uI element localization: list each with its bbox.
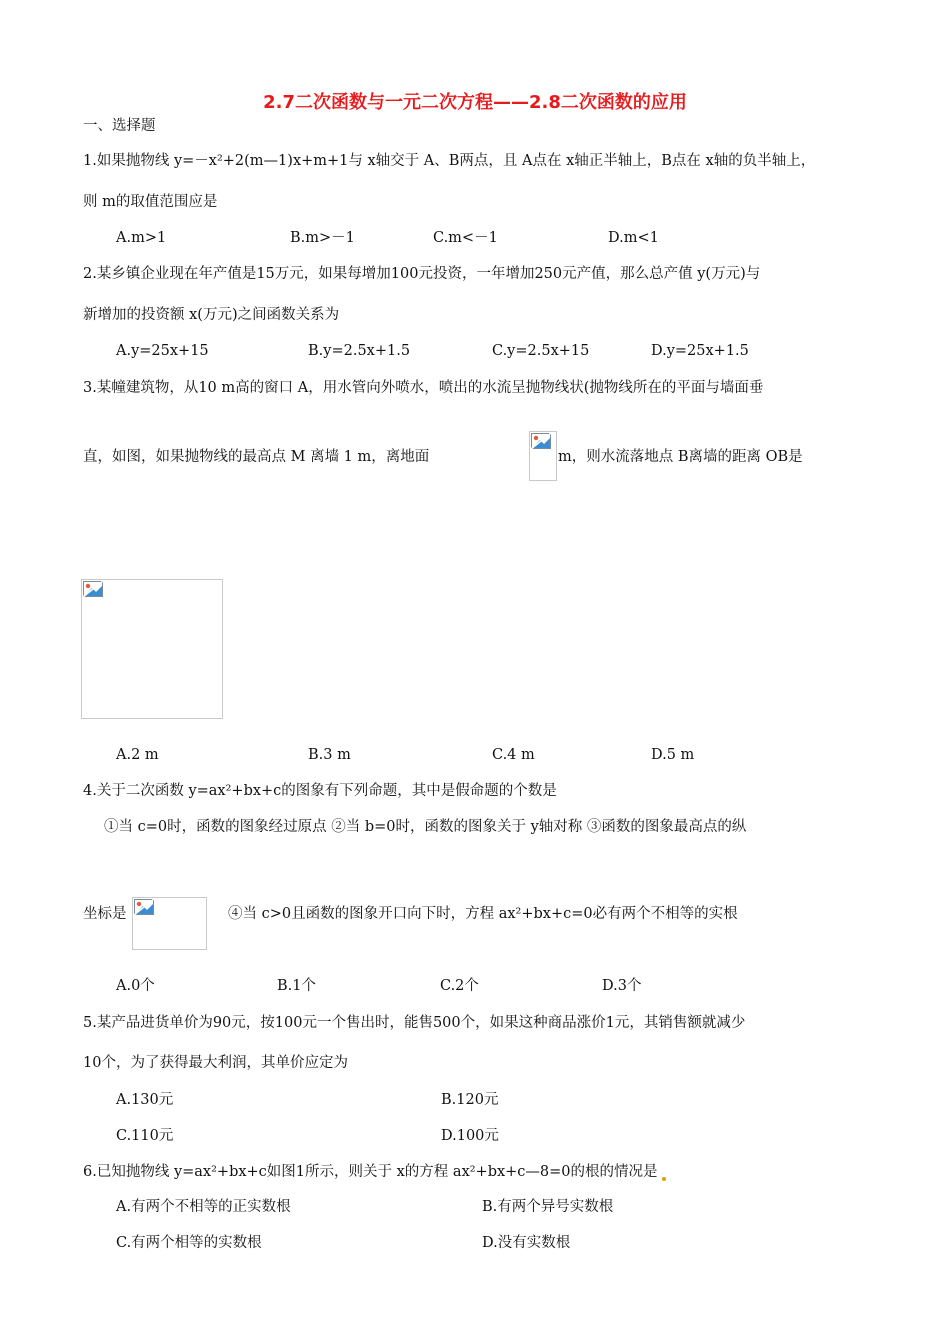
q4-option-a: A.0个 (116, 978, 155, 994)
q3-option-d: D.5 m (651, 747, 695, 763)
section-heading: 一、选择题 (83, 118, 156, 134)
question-3-figure (81, 579, 223, 719)
q4-option-d: D.3个 (602, 978, 642, 994)
q3-option-c: C.4 m (492, 747, 535, 763)
question-4-line-3b: ④当 c>0且函数的图象开口向下时，方程 ax²+bx+c=0必有两个不相等的实根 (228, 906, 738, 922)
question-5-line-2: 10个，为了获得最大利润，其单价应定为 (83, 1055, 348, 1071)
q4-option-c: C.2个 (440, 978, 479, 994)
inline-formula-image (132, 897, 207, 950)
page-title: 2.7二次函数与一元二次方程——2.8二次函数的应用 (263, 92, 687, 113)
q3-option-b: B.3 m (308, 747, 351, 763)
q5-option-d: D.100元 (441, 1128, 499, 1144)
question-4-line-2: ①当 c=0时，函数的图象经过原点 ②当 b=0时，函数的图象关于 y轴对称 ③函数的图象最高点的纵 (104, 819, 747, 835)
q3-option-a: A.2 m (116, 747, 159, 763)
q6-option-d: D.没有实数根 (482, 1235, 571, 1251)
question-4-line-1: 4.关于二次函数 y=ax²+bx+c的图象有下列命题，其中是假命题的个数是 (83, 783, 557, 799)
inline-fraction-image (529, 431, 557, 481)
q2-option-c: C.y=2.5x+15 (492, 343, 590, 359)
q5-option-a: A.130元 (116, 1092, 174, 1108)
q6-option-c: C.有两个相等的实数根 (116, 1235, 262, 1251)
question-3-line-1: 3.某幢建筑物，从10 m高的窗口 A，用水管向外喷水，喷出的水流呈抛物线状(抛物线所在的平面与墙面垂 (83, 380, 764, 396)
q1-option-a: A.m>1 (116, 230, 167, 246)
broken-image-icon (531, 433, 551, 449)
question-6-line-1: 6.已知抛物线 y=ax²+bx+c如图1所示，则关于 x的方程 ax²+bx+c—8=0的根的情况是 (83, 1164, 658, 1180)
question-2-line-1: 2.某乡镇企业现在年产值是15万元，如果每增加100元投资，一年增加250元产值，那么总产值 y(万元)与 (83, 266, 761, 282)
q5-option-b: B.120元 (441, 1092, 499, 1108)
q6-option-b: B.有两个异号实数根 (482, 1199, 614, 1215)
q1-option-d: D.m<1 (608, 230, 659, 246)
q2-option-a: A.y=25x+15 (116, 343, 209, 359)
question-3-line-2a: 直，如图，如果抛物线的最高点 M 离墙 1 m，离地面 (83, 449, 430, 465)
broken-image-icon (134, 899, 154, 915)
question-5-line-1: 5.某产品进货单价为90元，按100元一个售出时，能售500个，如果这种商品涨价1元，其销售额就减少 (83, 1015, 746, 1031)
broken-image-icon (83, 581, 103, 597)
q1-option-b: B.m>－1 (290, 230, 355, 246)
q2-option-d: D.y=25x+1.5 (651, 343, 749, 359)
question-2-line-2: 新增加的投资额 x(万元)之间函数关系为 (83, 307, 340, 323)
q1-option-c: C.m<－1 (433, 230, 498, 246)
question-4-line-3a: 坐标是 (83, 906, 127, 922)
question-1-line-2: 则 m的取值范围应是 (83, 194, 218, 210)
q5-option-c: C.110元 (116, 1128, 174, 1144)
cursor-dot (662, 1177, 666, 1181)
question-1-line-1: 1.如果抛物线 y=－x²+2(m—1)x+m+1与 x轴交于 A、B两点，且 A点在 x轴正半轴上，B点在 x轴的负半轴上， (83, 153, 816, 169)
question-3-line-2b: m，则水流落地点 B离墙的距离 OB是 (558, 449, 803, 465)
q6-option-a: A.有两个不相等的正实数根 (116, 1199, 291, 1215)
q2-option-b: B.y=2.5x+1.5 (308, 343, 411, 359)
q4-option-b: B.1个 (277, 978, 316, 994)
